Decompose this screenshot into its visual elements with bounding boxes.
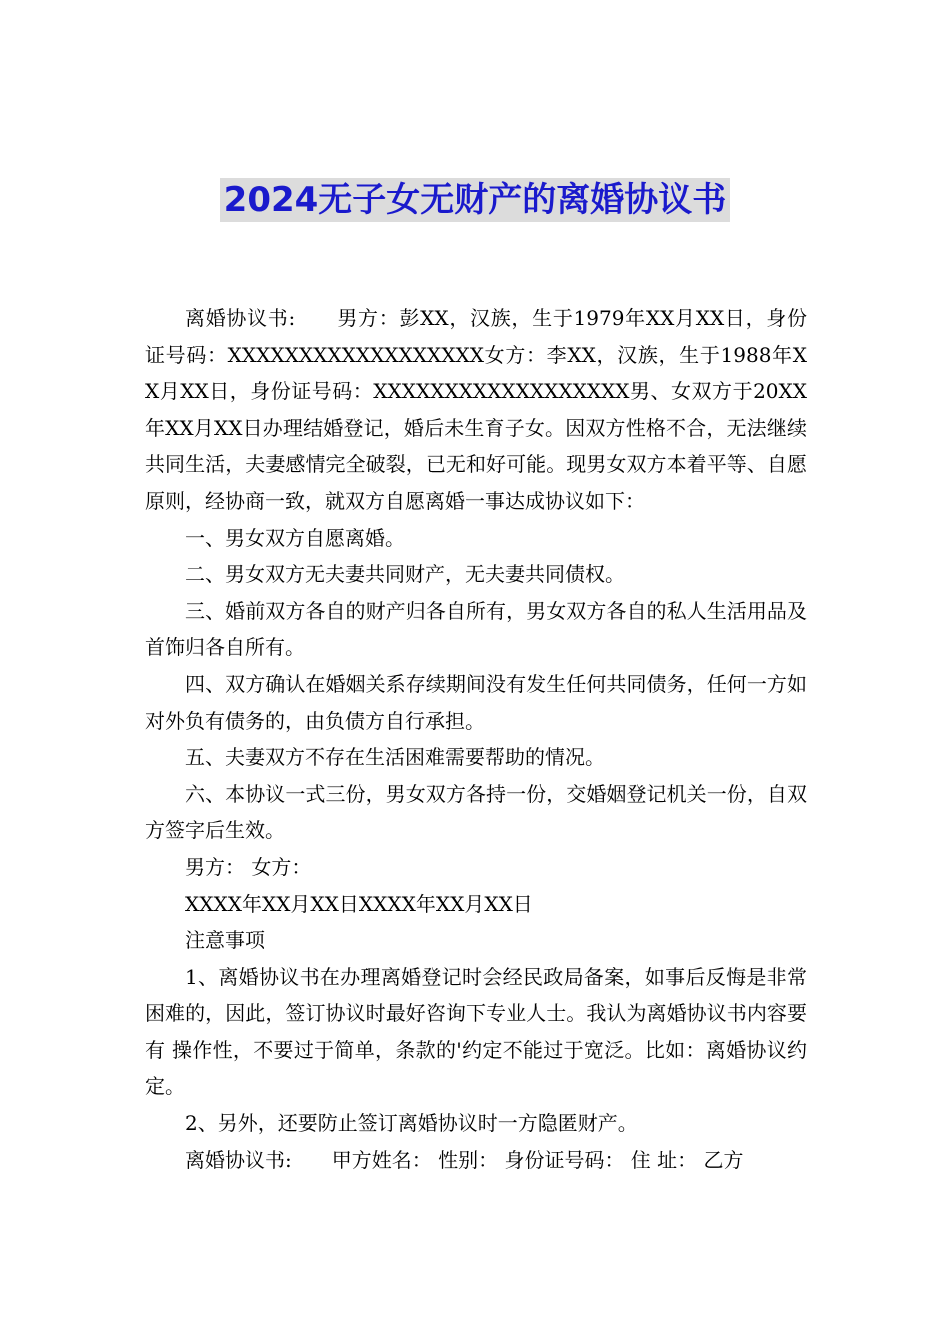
paragraph-clause-1: 一、男女双方自愿离婚。	[185, 525, 405, 550]
paragraph-clause-5: 五、夫妻双方不存在生活困难需要帮助的情况。	[185, 745, 605, 770]
paragraph-clause-3: 三、婚前双方各自的财产归各自所有，男女双方各自的私人生活用品及首饰归各自所有。	[145, 598, 807, 660]
paragraph-note-1: 1、离婚协议书在办理离婚登记时会经民政局备案，如事后反悔是非常困难的，因此，签订协议时最好咨询下专业人士。我认为离婚协议书内容要有 操作性，不要过于简单，条款的'约定不能过于宽泛。比如：离婚协议约定。	[145, 964, 807, 1099]
paragraph-clause-4: 四、双方确认在婚姻关系存续期间没有发生任何共同债务，任何一方如对外负有债务的，由负债方自行承担。	[145, 671, 807, 733]
paragraph-note-2: 2、另外，还要防止签订离婚协议时一方隐匿财产。	[185, 1111, 638, 1136]
paragraph-intro: 离婚协议书: 男方：彭XX，汉族，生于1979年XX月XX日，身份证号码：XXXXXXXXXXXXXXXXXX女方：李XX，汉族，生于1988年XX月XX日，身份证号码：XXXXXXXXXXXXXXXXXX男、女双方于20XX年XX月XX日办理结婚登记，婚后未生育子女。因双方性格不合，无法继续共同生活，夫妻感情完全破裂，已无和好可能。现男女双方本着平等、自愿原则，经协商一致，就双方自愿离婚一事达成协议如下：	[145, 306, 807, 513]
paragraph-clause-6: 六、本协议一式三份，男女双方各持一份，交婚姻登记机关一份，自双方签字后生效。	[145, 781, 807, 843]
paragraph-second-agreement: 离婚协议书: 甲方姓名： 性别： 身份证号码： 住 址： 乙方	[185, 1147, 744, 1172]
paragraph-clause-2: 二、男女双方无夫妻共同财产，无夫妻共同债权。	[185, 562, 625, 587]
document-title: 2024无子女无财产的离婚协议书	[220, 178, 731, 222]
paragraph-notes-heading: 注意事项	[185, 928, 265, 953]
paragraph-signatures: 男方： 女方：	[185, 854, 312, 879]
document-body	[145, 300, 807, 1178]
paragraph-dates: XXXX年XX月XX日XXXX年XX月XX日	[185, 891, 533, 916]
title-block	[0, 178, 950, 222]
